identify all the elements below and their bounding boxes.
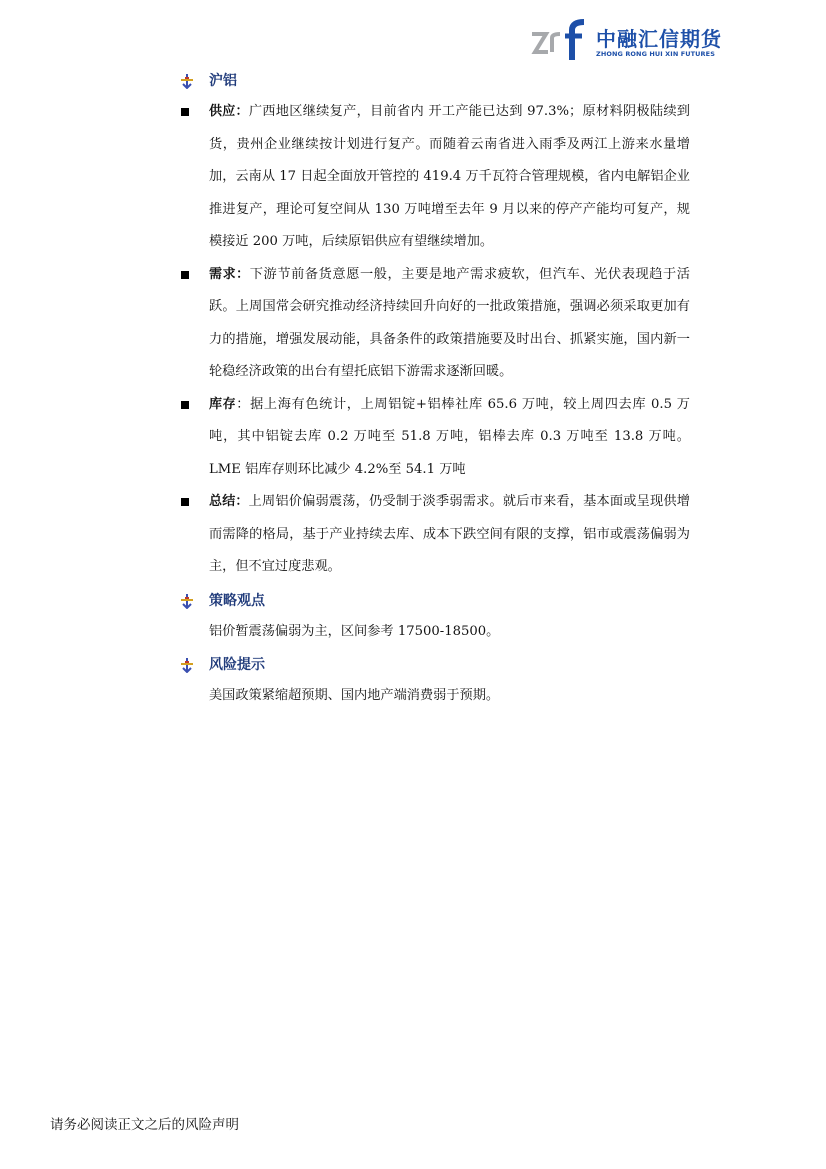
arrow-bullet-icon <box>180 593 194 609</box>
report-body <box>180 68 690 712</box>
bullet-supply <box>180 96 690 259</box>
strategy-text: 铝价暂震荡偏弱为主，区间参考 17500-18500。 <box>209 623 500 639</box>
bullet-inventory <box>180 389 690 487</box>
section-title: 策略观点 <box>209 592 265 609</box>
bullet-text: 上周铝价偏弱震荡，仍受制于淡季弱需求。就后市来看，基本面或呈现供增而需降的格局，基于产业持续去库、成本下跌空间有限的支撑，铝市或震荡偏弱为主，但不宜过度悲观。 <box>209 494 690 574</box>
footer-disclaimer: 请务必阅读正文之后的风险声明 <box>50 1117 239 1133</box>
section-heading-aluminum <box>180 68 690 94</box>
logo-chinese-name: 中融汇信期货 <box>596 27 722 51</box>
bullet-label: 供应： <box>209 104 249 119</box>
bullet-summary <box>180 486 690 584</box>
company-logo <box>530 18 730 66</box>
section-heading-strategy <box>180 588 690 614</box>
section-heading-risk <box>180 652 690 678</box>
risk-text: 美国政策紧缩超预期、国内地产端消费弱于预期。 <box>209 687 500 703</box>
square-bullet-icon <box>181 401 189 409</box>
square-bullet-icon <box>181 271 189 279</box>
square-bullet-icon <box>181 108 189 116</box>
section-title: 沪铝 <box>209 73 237 89</box>
logo-mark-icon <box>530 18 594 66</box>
bullet-label: 总结： <box>209 494 249 509</box>
bullet-text: 下游节前备货意愿一般，主要是地产需求疲软，但汽车、光伏表现趋于活跃。上周国常会研究推动经济持续回升向好的一批政策措施，强调必须采取更加有力的措施，增强发展动能，具备条件的政策措施要及时出台、抓紧实施，国内新一轮稳经济政策的出台有望托底铝下游需求逐渐回暖。 <box>209 266 690 379</box>
bullet-text: ：据上海有色统计，上周铝锭+铝棒社库 65.6 万吨，较上周四去库 0.5 万吨，其中铝锭去库 0.2 万吨至 51.8 万吨，铝棒去库 0.3 万吨至 13.8 万吨。LME 铝库存则环比减少 4.2%至 54.1 万吨 <box>209 396 690 477</box>
bullet-label: 库存 <box>209 396 237 412</box>
bullet-label: 需求： <box>209 266 250 282</box>
arrow-bullet-icon <box>180 73 194 89</box>
logo-english-name: ZHONG RONG HUI XIN FUTURES <box>596 50 715 58</box>
square-bullet-icon <box>181 498 189 506</box>
arrow-bullet-icon <box>180 657 194 673</box>
bullet-demand <box>180 259 690 389</box>
section-title: 风险提示 <box>209 656 265 673</box>
bullet-text: 广西地区继续复产，目前省内 开工产能已达到 97.3%；原材料阴极陆续到货，贵州企业继续按计划进行复产。而随着云南省进入雨季及两江上游来水量增加，云南从 17 日起全面放开管控的 419.4 万千瓦符合管理规模，省内电解铝企业推进复产，理论可复空间从 130 万吨增至去年 9 月以来的停产产能均可复产，规模接近 200 万吨，后续原铝供应有望继续增加。 <box>209 104 690 249</box>
